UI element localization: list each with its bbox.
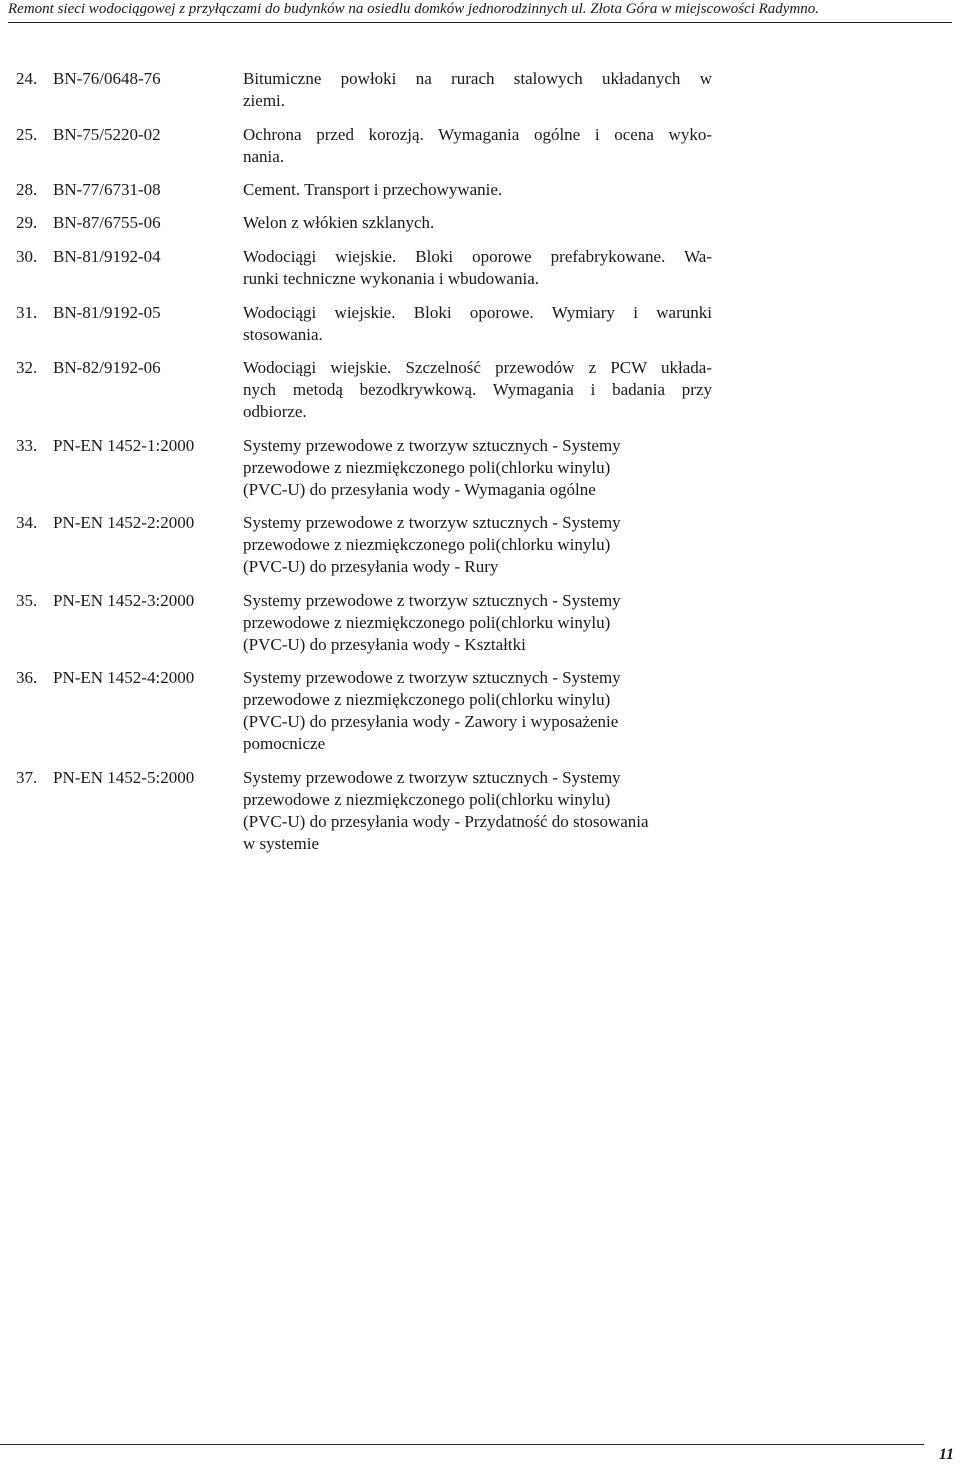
standard-title [243, 767, 713, 855]
item-number: 31. [16, 303, 38, 322]
title-line: Systemy przewodowe z tworzyw sztucznych - Systemy [243, 513, 621, 532]
title-line: nych metodą bezodkrywkową. Wymagania i badania przy [243, 380, 712, 399]
standard-code: PN-EN 1452-1:2000 [53, 436, 195, 455]
title-line: ziemi. [243, 91, 286, 110]
standard-code: BN-75/5220-02 [53, 125, 161, 144]
title-line: przewodowe z niezmiękczonego poli(chlorku winylu) [243, 458, 611, 477]
title-line: (PVC-U) do przesyłania wody - Kształtki [243, 635, 526, 654]
footer-rule [0, 1444, 924, 1445]
standard-code: PN-EN 1452-4:2000 [53, 668, 195, 687]
page-number: 11 [938, 1446, 954, 1463]
standard-code: BN-82/9192-06 [53, 358, 161, 377]
title-line: (PVC-U) do przesyłania wody - Rury [243, 557, 499, 576]
standard-title [243, 512, 713, 578]
standard-title [243, 212, 712, 234]
standard-code: PN-EN 1452-2:2000 [53, 513, 195, 532]
title-line: Systemy przewodowe z tworzyw sztucznych - Systemy [243, 768, 621, 787]
title-line: Systemy przewodowe z tworzyw sztucznych - Systemy [243, 436, 621, 455]
title-line: nania. [243, 147, 285, 166]
title-line: Bitumiczne powłoki na rurach stalowych układanych w [243, 69, 712, 88]
title-line: Systemy przewodowe z tworzyw sztucznych - Systemy [243, 668, 621, 687]
title-line: pomocnicze [243, 734, 326, 753]
standard-code: PN-EN 1452-3:2000 [53, 591, 195, 610]
standard-title [243, 667, 713, 755]
title-line: Cement. Transport i przechowywanie. [243, 180, 503, 199]
title-line: odbiorze. [243, 402, 307, 421]
header-title: Remont sieci wodociągowej z przyłączami do budynków na osiedlu domków jednorodzinnych ul. Złota Góra w miejscowości Radymno. [8, 1, 820, 17]
standard-title [243, 357, 712, 423]
item-number: 32. [16, 358, 38, 377]
title-line: przewodowe z niezmiękczonego poli(chlorku winylu) [243, 535, 611, 554]
standard-title [243, 179, 712, 201]
title-line: przewodowe z niezmiękczonego poli(chlorku winylu) [243, 690, 611, 709]
title-line: (PVC-U) do przesyłania wody - Przydatność do stosowania [243, 812, 649, 831]
item-number: 36. [16, 668, 38, 687]
title-line: Wodociągi wiejskie. Bloki oporowe. Wymiary i warunki [243, 303, 712, 322]
item-number: 30. [16, 247, 38, 266]
item-number: 25. [16, 125, 38, 144]
standard-title [243, 435, 713, 501]
item-number: 34. [16, 513, 38, 532]
standard-title [243, 68, 712, 112]
title-line: w systemie [243, 834, 320, 853]
title-line: Wodociągi wiejskie. Bloki oporowe prefabrykowane. Wa- [243, 247, 712, 266]
standard-title [243, 590, 713, 656]
title-line: przewodowe z niezmiękczonego poli(chlorku winylu) [243, 790, 611, 809]
standard-code: BN-81/9192-04 [53, 247, 161, 266]
item-number: 37. [16, 768, 38, 787]
item-number: 33. [16, 436, 38, 455]
standard-code: PN-EN 1452-5:2000 [53, 768, 195, 787]
running-header [8, 0, 952, 23]
title-line: Systemy przewodowe z tworzyw sztucznych - Systemy [243, 591, 621, 610]
standard-title [243, 246, 712, 290]
title-line: stosowania. [243, 325, 323, 344]
title-line: (PVC-U) do przesyłania wody - Wymagania ogólne [243, 480, 596, 499]
title-line: Welon z włókien szklanych. [243, 213, 435, 232]
title-line: (PVC-U) do przesyłania wody - Zawory i wyposażenie [243, 712, 619, 731]
standard-code: BN-81/9192-05 [53, 303, 161, 322]
standard-code: BN-77/6731-08 [53, 180, 161, 199]
item-number: 24. [16, 69, 38, 88]
item-number: 29. [16, 213, 38, 232]
title-line: runki techniczne wykonania i wbudowania. [243, 269, 539, 288]
title-line: Wodociągi wiejskie. Szczelność przewodów z PCW układa- [243, 358, 712, 377]
standard-title [243, 124, 712, 168]
title-line: przewodowe z niezmiękczonego poli(chlorku winylu) [243, 613, 611, 632]
standard-code: BN-76/0648-76 [53, 69, 161, 88]
title-line: Ochrona przed korozją. Wymagania ogólne i ocena wyko- [243, 125, 712, 144]
standard-code: BN-87/6755-06 [53, 213, 161, 232]
item-number: 35. [16, 591, 38, 610]
standard-title [243, 302, 712, 346]
item-number: 28. [16, 180, 38, 199]
